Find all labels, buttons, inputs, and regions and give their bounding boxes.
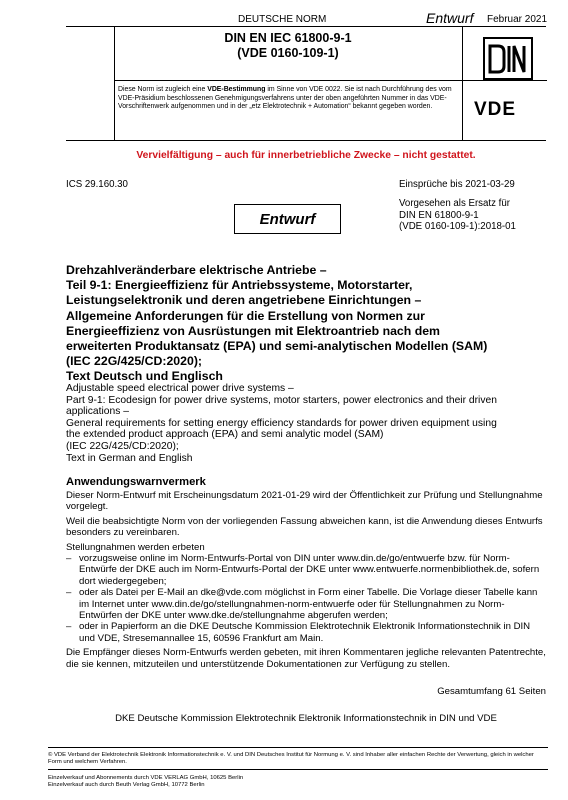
sales-line: Einzelverkauf auch durch Beuth Verlag GmbH, 10772 Berlin <box>48 782 205 789</box>
warning-paragraph: Stellungnahmen werden erbeten <box>66 541 205 553</box>
publication-date: Februar 2021 <box>487 14 548 25</box>
english-title-line: General requirements for setting energy efficiency standards for power driven equipment using <box>66 417 497 429</box>
english-title-line: Text in German and English <box>66 452 193 464</box>
replacement-line: DIN EN 61800-9-1 <box>399 209 479 221</box>
german-title-line: Drehzahlveränderbare elektrische Antriebe – <box>66 263 327 277</box>
notice-text-pre: Diese Norm ist zugleich eine <box>118 86 208 93</box>
english-title-line: (IEC 22G/425/CD:2020); <box>66 440 179 452</box>
standard-title <box>118 31 458 61</box>
committee-line: DKE Deutsche Kommission Elektrotechnik Elektronik Informationstechnik in DIN und VDE <box>115 713 497 724</box>
draft-box: Entwurf <box>234 204 341 234</box>
left-divider <box>114 26 115 140</box>
list-item: – oder als Datei per E-Mail an dke@vde.com möglichst in Form einer Tabelle. Die Vorlage dieser Tabelle kann im Internet unter www.din.de/go/stellungnahmen-norm-entwuerfe oder für Stellungnahmen zu Norm-Entwürfen der DKE unter www.dke.de/stellungnahme abgerufen werden; <box>66 587 546 621</box>
footer-rule <box>48 747 548 748</box>
english-title-line: Part 9-1: Ecodesign for power drive systems, motor starters, power electronics and their driven <box>66 394 497 406</box>
notice-rule <box>66 140 546 141</box>
german-title-line: Leistungselektronik und deren angetriebene Einrichtungen – <box>66 293 422 308</box>
objection-deadline: Einsprüche bis 2021-03-29 <box>399 179 515 190</box>
copyright-notice: © VDE Verband der Elektrotechnik Elektronik Informationstechnik e. V. und DIN Deutsches Institut für Normung e. V. sind Inhaber aller einfachen Rechte der Verwertung, gleich in welcher Form und welchem Verfahren. <box>48 752 534 766</box>
replacement-line: (VDE 0160-109-1):2018-01 <box>399 221 516 232</box>
german-title-line: (IEC 22G/425/CD:2020); <box>66 354 203 369</box>
copy-warning: Vervielfältigung – auch für innerbetriebliche Zwecke – nicht gestattet. <box>136 150 476 161</box>
title-rule <box>114 80 547 81</box>
notice-text-bold: VDE-Bestimmung <box>207 86 266 93</box>
warning-paragraph: Weil die beabsichtigte Norm von der vorliegenden Fassung abweichen kann, ist die Anwendung dieses Entwurfs besonders zu vereinbaren. <box>66 515 543 539</box>
header-rule <box>66 26 546 27</box>
din-number: DIN EN IEC 61800-9-1 <box>224 31 352 45</box>
german-title-line: Text Deutsch und Englisch <box>66 369 223 384</box>
german-title-line: Teil 9-1: Energieeffizienz für Antriebssysteme, Motorstarter, <box>66 278 413 293</box>
draft-label: Entwurf <box>426 10 474 26</box>
english-title <box>66 383 546 464</box>
replacement-info <box>399 198 516 233</box>
norm-type-label: DEUTSCHE NORM <box>238 14 327 25</box>
german-title-line: Energieeffizienz von Ausrüstungen mit Elektroantrieb nach dem <box>66 323 440 338</box>
english-title-line: the extended product approach (EPA) and semi analytic model (SAM) <box>66 429 384 441</box>
footer-rule <box>48 769 548 770</box>
german-title-line: Allgemeine Anforderungen für die Erstellung von Normen zur <box>66 308 425 323</box>
warning-paragraph: Dieser Norm-Entwurf mit Erscheinungsdatum 2021-01-29 wird der Öffentlichkeit zur Prüfung und Stellungnahme vorgelegt. <box>66 490 543 513</box>
application-warning-heading: Anwendungswarnvermerk <box>66 476 206 488</box>
english-title-line: Adjustable speed electrical power drive systems – <box>66 383 294 394</box>
total-pages: Gesamtumfang 61 Seiten <box>437 686 546 697</box>
vde-number: (VDE 0160-109-1) <box>237 46 339 60</box>
din-logo <box>483 37 533 80</box>
sales-line: Einzelverkauf und Abonnements durch VDE VERLAG GmbH, 10625 Berlin <box>48 775 244 781</box>
notice-text-post: im Sinne von VDE 0022. Sie ist nach Durchführung des vom VDE-Präsidium beschlossenen Genehmigungsverfahrens unter der oben angeführten Nummer in das VDE-Vorschriftenwerk aufgenommen und in der „etz Elektrotechnik + Automation“ bekannt gegeben worden. <box>118 86 452 111</box>
english-title-line: applications – <box>66 406 129 418</box>
list-item: – oder in Papierform an die DKE Deutsche Kommission Elektrotechnik Elektronik Informationstechnik in DIN und VDE, Stresemannallee 15, 60596 Frankfurt am Main. <box>66 621 546 644</box>
list-item: – vorzugsweise online im Norm-Entwurfs-Portal von DIN unter www.din.de/go/entwuerfe bzw. für Norm-Entwürfe der DKE auch im Norm-Entwurfs-Portal der DKE unter www.entwuerfe.normenbibliothek.de, sofern dort wiedergegeben; <box>66 553 546 587</box>
din-logo-mark <box>487 43 529 75</box>
vde-logo: VDE <box>474 99 517 120</box>
application-warning-body <box>66 490 546 670</box>
german-title-line: erweiterten Produktansatz (EPA) und semi-analytischen Modellen (SAM) <box>66 339 488 354</box>
warning-paragraph: Die Empfänger dieses Norm-Entwurfs werden gebeten, mit ihren Kommentaren jegliche relevanten Patentrechte, die sie kennen, mitzuteilen und unterstützende Dokumentationen zur Verfügung zu stellen. <box>66 647 546 670</box>
german-title <box>66 263 546 385</box>
right-divider <box>462 26 463 140</box>
sales-info <box>48 775 548 790</box>
ics-code: ICS 29.160.30 <box>66 179 128 190</box>
vde-regulation-notice <box>118 86 458 112</box>
replacement-line: Vorgesehen als Ersatz für <box>399 198 510 209</box>
